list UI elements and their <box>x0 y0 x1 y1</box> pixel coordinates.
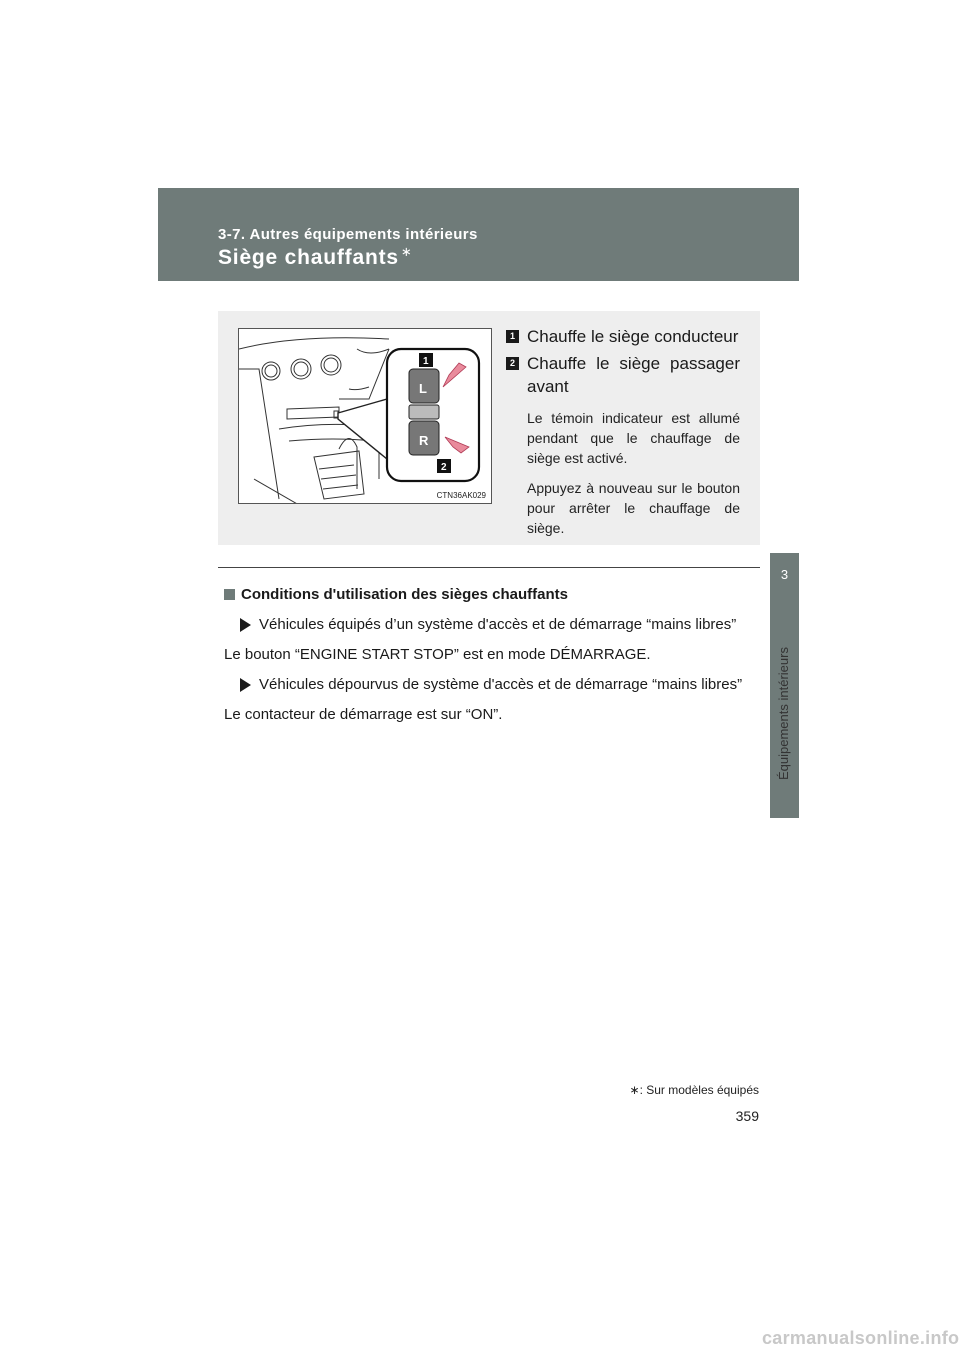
marker-2: 2 <box>441 462 447 473</box>
triangle-bullet-icon <box>240 618 251 632</box>
chapter-header <box>158 188 799 281</box>
page-number: 359 <box>735 1108 759 1124</box>
watermark: carmanualsonline.info <box>762 1328 960 1348</box>
marker-1: 1 <box>423 356 429 367</box>
conditions-heading <box>224 586 764 603</box>
conditions-section <box>224 586 764 723</box>
callout-number-badge: 1 <box>506 330 519 343</box>
condition-result: Le contacteur de démarrage est sur “ON”. <box>224 706 503 723</box>
condition-text: Véhicules équipés d’un système d'accès et de démarrage “mains libres” <box>259 616 737 633</box>
footnote: ∗: Sur modèles équipés <box>629 1083 759 1097</box>
passenger-switch-letter: R <box>419 433 429 448</box>
console-drawing <box>239 329 492 504</box>
condition-result: Le bouton “ENGINE START STOP” est en mode DÉMARRAGE. <box>224 646 651 663</box>
section-title: 3-7. Autres équipements intérieurs <box>218 226 478 243</box>
illustration-panel <box>218 311 760 545</box>
callout-item <box>506 352 740 398</box>
chapter-number: 3 <box>780 567 789 582</box>
driver-switch-letter: L <box>419 381 427 396</box>
triangle-bullet-icon <box>240 678 251 692</box>
square-bullet-icon <box>224 589 235 600</box>
figure-code: CTN36AK029 <box>436 491 486 500</box>
callout-item <box>506 325 740 348</box>
indicator-note: Le témoin indicateur est allumé pendant que le chauffage de siège est activé. <box>527 410 740 466</box>
divider <box>218 567 760 568</box>
callout-text: Chauffe le siège passager avant <box>527 354 740 396</box>
chapter-label: Équipements intérieurs <box>776 647 791 780</box>
callout-text: Chauffe le siège conducteur <box>527 327 739 346</box>
callout-number-badge: 2 <box>506 357 519 370</box>
page-title-text: Siège chauffants <box>218 246 399 269</box>
conditions-heading-text: Conditions d'utilisation des sièges chauffants <box>241 586 568 603</box>
condition-item <box>240 676 764 693</box>
seat-heater-illustration <box>238 328 492 504</box>
callout-list <box>506 325 740 538</box>
condition-item <box>240 616 764 633</box>
stop-note: Appuyez à nouveau sur le bouton pour arrêter le chauffage de siège. <box>527 480 740 536</box>
optional-equipment-mark: ∗ <box>400 244 413 259</box>
condition-text: Véhicules dépourvus de système d'accès et de démarrage “mains libres” <box>259 676 743 693</box>
page-title <box>218 246 413 270</box>
